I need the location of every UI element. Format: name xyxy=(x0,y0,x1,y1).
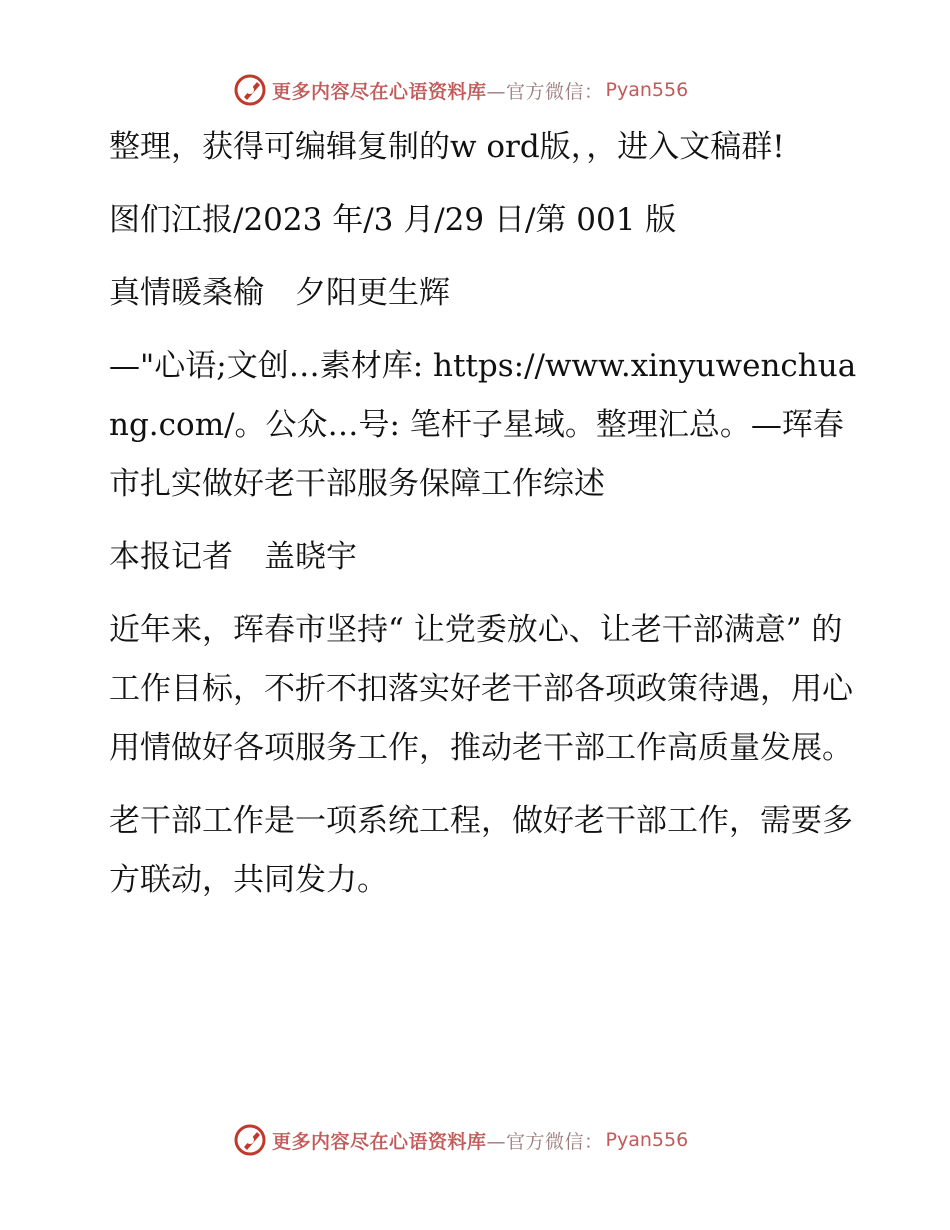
byline: 本报记者 盖晓宇 xyxy=(109,539,357,575)
banner-main-text: 更多内容尽在心语资料库 xyxy=(272,1130,487,1153)
pen-logo-icon xyxy=(232,1122,268,1158)
banner-main-text: 更多内容尽在心语资料库 xyxy=(272,80,487,103)
header-banner xyxy=(232,72,688,108)
banner-sub-text: —官方微信： xyxy=(486,1130,604,1153)
document-body xyxy=(97,118,857,924)
pen-logo-icon xyxy=(232,72,268,108)
body-paragraph: 近年来，珲春市坚持“ 让党委放心、让老干部满意” 的工作目标，不折不扣落实好老干部各项政策待遇，用心用情做好各项服务工作，推动老干部工作高质量发展。 xyxy=(109,612,853,766)
footer-banner xyxy=(232,1122,688,1158)
body-paragraph: 老干部工作是一项系统工程，做好老干部工作，需要多方联动，共同发力。 xyxy=(109,803,853,898)
intro-paragraph: 整理，获得可编辑复制的w ord版，，进入文稿群! xyxy=(109,129,785,165)
banner-wechat-id: Pyan556 xyxy=(605,79,689,101)
source-line: 图们江报/2023 年/3 月/29 日/第 001 版 xyxy=(109,202,677,238)
article-title: 真情暖桑榆 夕阳更生辉 xyxy=(109,275,450,311)
banner-sub-text: —官方微信： xyxy=(486,80,604,103)
article-subtitle: —"心语;文创…素材库: https://www.xinyuwenchuang.com/。公众…号: 笔杆子星域。整理汇总。—珲春市扎实做好老干部服务保障工作综述 xyxy=(109,348,857,502)
banner-wechat-id: Pyan556 xyxy=(605,1129,689,1151)
